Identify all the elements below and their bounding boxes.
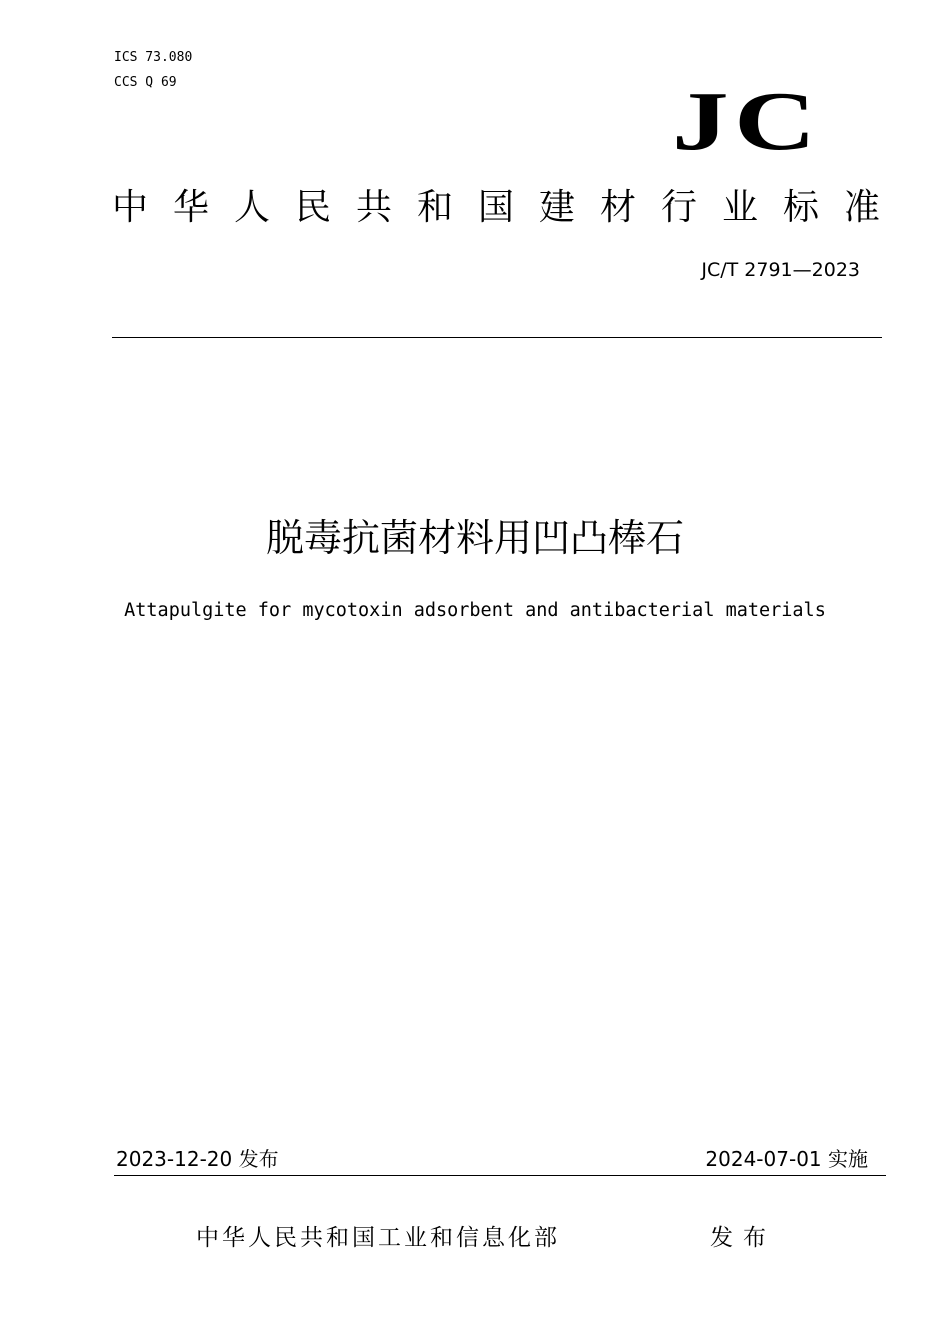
document-title-chinese: 脱毒抗菌材料用凹凸棒石 — [265, 516, 684, 560]
jc-logo: JC — [672, 75, 822, 168]
bottom-divider — [114, 1175, 886, 1176]
implementation-date: 2024-07-01 实施 — [705, 1147, 868, 1171]
standard-category: 中华人民共和国建材行业标准 — [112, 187, 906, 228]
top-divider — [112, 337, 882, 338]
issuing-authority: 中华人民共和国工业和信息化部 — [196, 1225, 560, 1251]
publish-date: 2023-12-20 发布 — [116, 1147, 279, 1171]
ics-code: ICS 73.080 — [114, 50, 193, 65]
document-title-english: Attapulgite for mycotoxin adsorbent and antibacterial materials — [124, 600, 826, 621]
standard-number: JC/T 2791—2023 — [701, 259, 860, 281]
issuing-action: 发布 — [710, 1225, 776, 1251]
ccs-code: CCS Q 69 — [114, 75, 177, 90]
